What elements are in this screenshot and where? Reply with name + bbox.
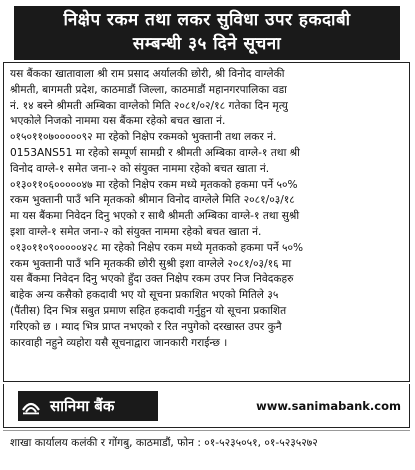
- body-line: मा यस बैंकमा निवेदन दिनु भएको र साथै श्रीमती अम्बिका वाग्ले-१ तथा सुश्री: [10, 210, 300, 223]
- bank-name: सानिमा बैंक: [50, 397, 115, 415]
- body-line: (पैंतीस) दिन भित्र सबुत प्रमाण सहित हकदावी गर्नुहुन यो सूचना प्रकाशित: [10, 304, 287, 317]
- body-line: यस बैंकमा निवेदन दिनु भएकाे हुँदा उक्त निक्षेप रकम उपर निज निवेदकहरु: [10, 273, 294, 286]
- body-line: बाहेक अन्य कसैको हकदावी भए यो सूचना प्रकाशित भएको मितिले ३५: [10, 289, 279, 302]
- website-link[interactable]: www.sanimabank.com: [256, 399, 401, 413]
- body-line: रकम भुक्तानी पाउँ भनि मृतकको श्रीमान विनोद वाग्लेले मिति २०८१/०३/१८: [10, 194, 295, 207]
- footer-divider: [3, 430, 410, 431]
- sanima-bank-logo-icon: [18, 391, 44, 421]
- branch-address: शाखा कार्यालय कलंकी र गोंगबु, काठमाडौं, फोन : ०१-५२३५०५१, ०१-५२३५२७२: [10, 437, 318, 449]
- body-line: ०१३०११०९०००००४२८ मा रहेको निक्षेप रकम मध्ये मृतकको हकमा पर्ने ५०%: [10, 241, 304, 254]
- body-line: गरिएको छ । म्याद भित्र प्राप्त नभएको र रित नपुगेको दरखास्त उपर कुनै: [10, 320, 282, 333]
- notice-title-line-1: निक्षेप रकम तथा लकर सुविधा उपर हकदाबी: [63, 10, 351, 30]
- body-line: यस बैंकका खातावाला श्री राम प्रसाद अर्यालकी छोरी, श्री विनोद वाग्लेकी: [10, 68, 285, 80]
- notice-title-line-2: सम्बन्धी ३५ दिने सूचना: [132, 34, 282, 54]
- notice-body: [10, 67, 404, 351]
- body-line: ०१५०११०७०००००९२ मा रहेको निक्षेप रकमको भुक्तानी तथा लकर नं.: [10, 131, 277, 144]
- body-line: ०१३०११०६०००००४७ मा रहेको निक्षेप रकम मध्ये मृतकको हकमा पर्ने ५०%: [10, 178, 298, 191]
- body-line: विनोद वाग्ले-१ समेत जना-२ को संयुक्त नाममा रहेको बचत खाता नं.: [10, 162, 270, 175]
- body-line: नं. १४ बस्ने श्रीमती अम्बिका वाग्लेको मिति २०८१/०२/१८ गतेका दिन मृत्यु: [10, 99, 288, 112]
- body-line: 0153ANS51 मा रहेको सम्पूर्ण सामग्री र श्रीमती अम्बिका वाग्ले-१ तथा श्री: [10, 146, 300, 159]
- notice-header: [14, 6, 400, 60]
- body-line: भएकोले निजको नाममा यस बैंकमा रहेको बचत खाता नं.: [10, 115, 226, 128]
- body-line: रकम भुक्तानी पाउँ भनि मृतककी छोरी सुश्री इशा वाग्लेले २०८१/०३/१६ मा: [10, 257, 292, 270]
- body-line: कारवाही नहुने व्यहोरा यसै सूचनाद्वारा जानकारी गराईन्छ ।: [10, 336, 228, 349]
- body-line: इशा वाग्ले-१ समेत जना-२ को संयुक्त नाममा रहेको बचत खाता नं.: [10, 225, 262, 238]
- bank-logo: [18, 391, 158, 421]
- body-line: श्रीमती, बागमती प्रदेश, काठमाडौं जिल्ला, काठमाडौं महानगरपालिका वडा: [10, 83, 287, 96]
